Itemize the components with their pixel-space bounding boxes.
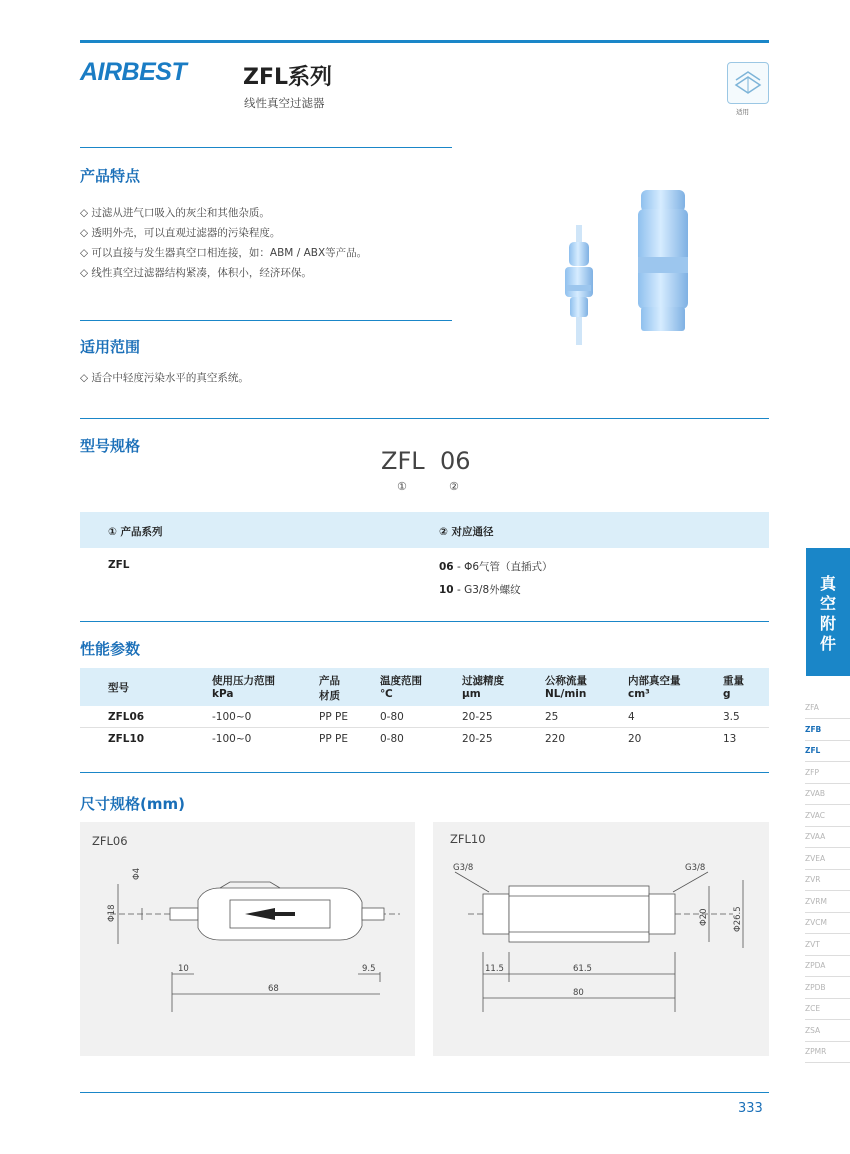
category-tab[interactable]: [806, 548, 850, 676]
model-col2-header: ② 对应通径: [439, 526, 494, 538]
dim-label: G3/8: [453, 863, 474, 873]
perf-header-unit: kPa: [212, 688, 234, 700]
side-nav-item-zsa[interactable]: ZSA: [805, 1020, 850, 1042]
dim-label: Φ4: [132, 867, 142, 880]
performance-heading: 性能参数: [80, 640, 141, 658]
row-divider: [80, 727, 769, 728]
top-rule: [80, 40, 769, 43]
model-option: [439, 582, 521, 597]
category-tab-char: 附: [819, 614, 836, 633]
side-nav-item-zpdb[interactable]: ZPDB: [805, 977, 850, 999]
perf-cell: PP PE: [319, 711, 348, 723]
model-code-series: ZFL: [381, 447, 425, 475]
perf-header: 内部真空量: [628, 675, 681, 687]
product-photo: [555, 185, 705, 355]
dim-label: 61.5: [573, 964, 592, 974]
series-subtitle: 线性真空过滤器: [244, 96, 325, 110]
scope-heading: 适用范围: [80, 338, 141, 356]
perf-header-unit: ℃: [380, 688, 393, 700]
bottom-rule: [80, 1092, 769, 1093]
application-icon: [727, 62, 769, 104]
drawing-zfl06: [80, 822, 415, 1056]
perf-cell: 4: [628, 711, 635, 723]
perf-cell: 20-25: [462, 733, 493, 745]
features-heading: 产品特点: [80, 167, 141, 185]
side-nav-item-zvt[interactable]: ZVT: [805, 934, 850, 956]
dimensions-heading: 尺寸规格(mm): [80, 795, 185, 813]
perf-header: 过滤精度: [462, 675, 504, 687]
model-option-code: 10: [439, 584, 454, 596]
side-nav-item-zvcm[interactable]: ZVCM: [805, 912, 850, 934]
category-tab-char: 真: [819, 574, 836, 593]
perf-header-unit: cm³: [628, 688, 650, 700]
category-tab-char: 件: [819, 634, 836, 653]
section-rule: [80, 418, 769, 419]
dim-label: 11.5: [485, 964, 504, 974]
dim-label: Φ20: [699, 908, 709, 926]
side-nav-item-zvaa[interactable]: ZVAA: [805, 826, 850, 848]
side-nav-item-zpda[interactable]: ZPDA: [805, 955, 850, 977]
drawing-zfl10: [433, 822, 769, 1056]
perf-header-unit: g: [723, 688, 731, 700]
section-rule: [80, 772, 769, 773]
dim-label: Φ18: [107, 904, 117, 922]
section-rule: [80, 147, 452, 148]
perf-cell: ZFL10: [108, 733, 145, 745]
perf-cell: 25: [545, 711, 559, 723]
perf-header: 公称流量: [545, 675, 587, 687]
scope-text: ◇ 适合中轻度污染水平的真空系统。: [80, 372, 249, 384]
model-option-desc: - G3/8外螺纹: [453, 584, 521, 596]
side-nav-item-zfp[interactable]: ZFP: [805, 762, 850, 784]
side-nav-item-zpmr[interactable]: ZPMR: [805, 1041, 850, 1063]
perf-header: 重量: [723, 675, 744, 687]
side-nav-item-zce[interactable]: ZCE: [805, 998, 850, 1020]
section-rule: [80, 320, 452, 321]
perf-cell: 3.5: [723, 711, 740, 723]
dim-label: 10: [178, 964, 189, 974]
dim-label: 68: [268, 984, 279, 994]
application-label: 适用: [736, 108, 749, 116]
perf-cell: PP PE: [319, 733, 348, 745]
model-option: [439, 559, 553, 574]
perf-cell: 13: [723, 733, 737, 745]
perf-header-unit: 材质: [319, 690, 340, 702]
perf-cell: 20-25: [462, 711, 493, 723]
side-nav-item-zfl[interactable]: ZFL: [805, 740, 850, 762]
model-option-code: 06: [439, 561, 454, 573]
brand-logo: AIRBEST: [80, 58, 187, 86]
model-code-size: 06: [440, 447, 471, 475]
side-nav-item-zvab[interactable]: ZVAB: [805, 783, 850, 805]
model-heading: 型号规格: [80, 437, 141, 455]
side-nav-item-zfb[interactable]: ZFB: [805, 719, 850, 741]
model-marker-2: ②: [449, 480, 459, 493]
feature-item: ◇ 可以直接与发生器真空口相连接，如：ABM / ABX等产品。: [80, 247, 368, 259]
perf-cell: -100~0: [212, 711, 252, 723]
feature-item: ◇ 线性真空过滤器结构紧凑，体积小，经济环保。: [80, 267, 312, 279]
page-number: 333: [738, 1101, 763, 1116]
side-nav-item-zfa[interactable]: ZFA: [805, 697, 850, 719]
side-nav-item-zvac[interactable]: ZVAC: [805, 805, 850, 827]
side-nav-item-zvrm[interactable]: ZVRM: [805, 891, 850, 913]
dim-label: Φ26.5: [733, 906, 743, 932]
perf-header: 使用压力范围: [212, 675, 275, 687]
drawing-title: ZFL06: [92, 834, 128, 848]
feature-item: ◇ 透明外壳，可以直观过滤器的污染程度。: [80, 227, 281, 239]
feature-item: ◇ 过滤从进气口吸入的灰尘和其他杂质。: [80, 207, 270, 219]
drawing-title: ZFL10: [450, 832, 486, 846]
model-table-header: [80, 512, 769, 548]
dim-label: 9.5: [362, 964, 376, 974]
perf-cell: -100~0: [212, 733, 252, 745]
model-option-desc: - Φ6气管（直插式）: [453, 561, 553, 573]
perf-header: 温度范围: [380, 675, 422, 687]
series-title: ZFL系列: [243, 65, 332, 90]
model-col1-header: ① 产品系列: [108, 526, 163, 538]
perf-cell: 220: [545, 733, 566, 745]
perf-header-unit: μm: [462, 688, 481, 700]
model-marker-1: ①: [397, 480, 407, 493]
perf-header-unit: NL/min: [545, 688, 587, 700]
dim-label: G3/8: [685, 863, 706, 873]
section-rule: [80, 621, 769, 622]
perf-cell: 20: [628, 733, 642, 745]
perf-header: 型号: [108, 682, 129, 694]
perf-header: 产品: [319, 675, 340, 687]
side-nav-item-zvea[interactable]: ZVEA: [805, 848, 850, 870]
perf-cell: ZFL06: [108, 711, 145, 723]
dim-label: 80: [573, 988, 584, 998]
category-tab-char: 空: [819, 594, 836, 613]
side-nav-item-zvr[interactable]: ZVR: [805, 869, 850, 891]
perf-cell: 0-80: [380, 711, 404, 723]
perf-cell: 0-80: [380, 733, 404, 745]
model-series-value: ZFL: [108, 559, 130, 571]
